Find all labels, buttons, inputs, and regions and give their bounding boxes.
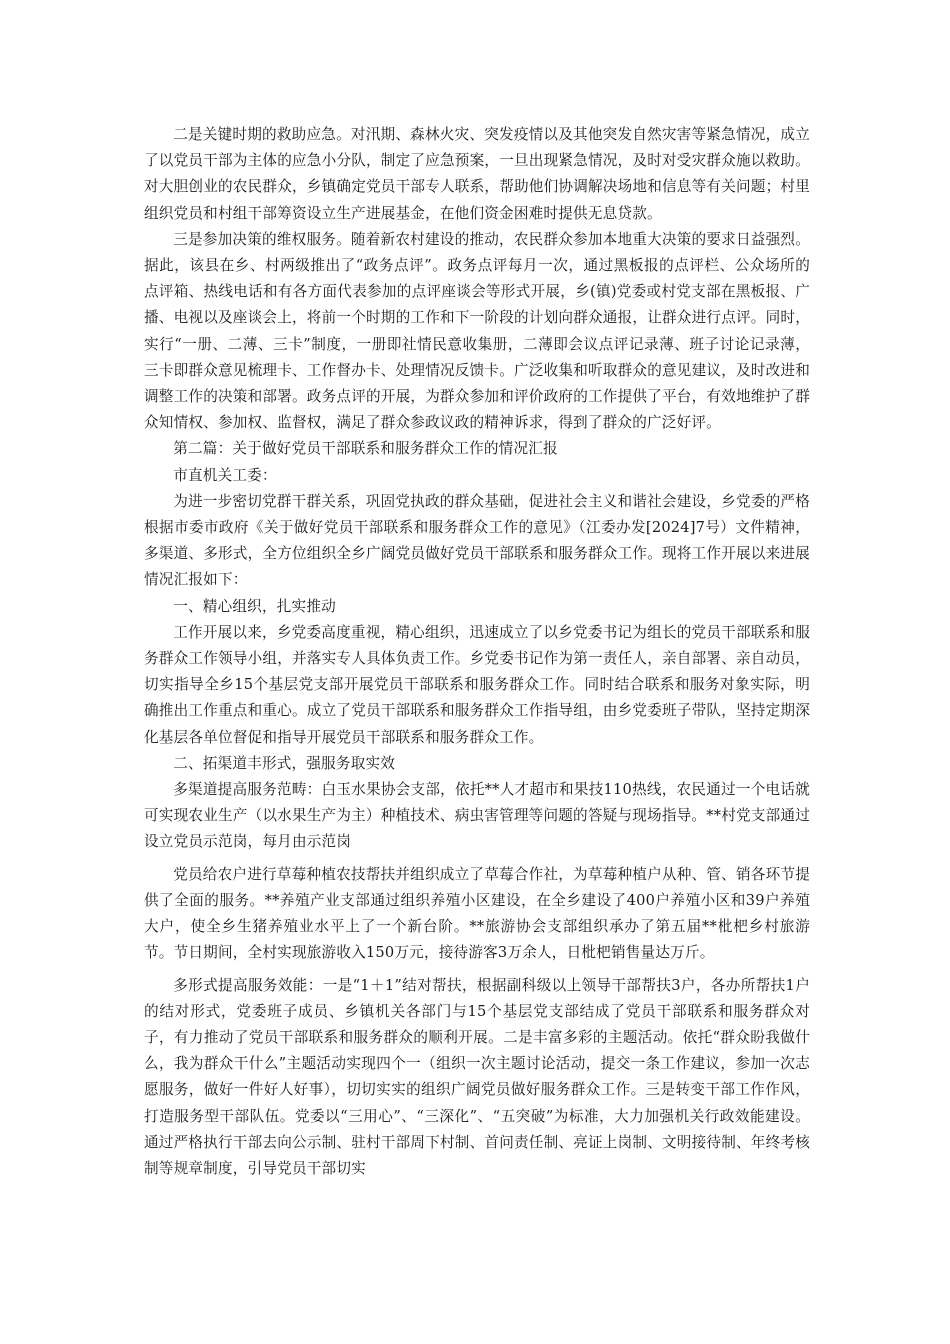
heading-organize: 一、精心组织，扎实推动 <box>173 597 336 615</box>
paragraph-introduction: 为进一步密切党群干群关系，巩固党执政的群众基础，促进社会主义和谐社会建设，乡党委的严格根据市委市政府《关于做好党员干部联系和服务群众工作的意见》（江委办发[2024]7号）文件精神，多渠道、多形式，全方位组织全乡广阔党员做好党员干部联系和服务群众工作。现将工作开展以来进展情况汇报如下： <box>144 492 810 589</box>
paragraph-service-scope: 多渠道提高服务范畴：白玉水果协会支部，依托**人才超市和果技110热线，农民通过一个电话就可实现农业生产（以水果生产为主）种植技术、病虫害管理等问题的答疑与现场指导。**村党支部通过设立党员示范岗，每月由示范岗 <box>144 781 810 851</box>
document-page <box>144 122 810 1182</box>
section-title-second-article: 第二篇：关于做好党员干部联系和服务群众工作的情况汇报 <box>173 440 558 458</box>
salutation: 市直机关工委： <box>173 466 277 484</box>
paragraph-service-efficiency: 多形式提高服务效能：一是“1＋1”结对帮扶，根据副科级以上领导干部帮扶3户，各办所帮扶1户的结对形式，党委班子成员、乡镇机关各部门与15个基层党支部结成了党员干部联系和服务群众对子，有力推动了党员干部联系和服务群众的顺利开展。二是丰富多彩的主题活动。依托“群众盼我做什么，我为群众干什么”主题活动实现四个一（组织一次主题讨论活动，提交一条工作建议，参加一次志愿服务，做好一件好人好事），切切实实的组织广阔党员做好服务群众工作。三是转变干部工作作风，打造服务型干部队伍。党委以“三用心”、“三深化”、“五突破”为标准，大力加强机关行政效能建设。通过严格执行干部去向公示制、驻村干部周下村制、首问责任制、亮证上岗制、文明接待制、年终考核制等规章制度，引导党员干部切实 <box>144 976 810 1177</box>
paragraph-strawberry: 党员给农户进行草莓种植农技帮扶并组织成立了草莓合作社，为草莓种植户从种、管、销各环节提供了全面的服务。**养殖产业支部通过组织养殖小区建设，在全乡建设了400户养殖小区和39户养殖大户，使全乡生猪养殖业水平上了一个新台阶。**旅游协会支部组织承办了第五届**枇杷乡村旅游节。节日期间，全村实现旅游收入150万元，接待游客3万余人，日枇杷销售量达万斤。 <box>144 865 810 962</box>
paragraph-organize: 工作开展以来，乡党委高度重视，精心组织，迅速成立了以乡党委书记为组长的党员干部联系和服务群众工作领导小组，并落实专人具体负责工作。乡党委书记作为第一责任人，亲自部署、亲自动员，切实指导全乡15个基层党支部开展党员干部联系和服务群众工作。同时结合联系和服务对象实际，明确推出工作重点和重心。成立了党员干部联系和服务群众工作指导组，由乡党委班子带队，坚持定期深化基层各单位督促和指导开展党员干部联系和服务群众工作。 <box>144 623 810 746</box>
paragraph-decision-rights: 三是参加决策的维权服务。随着新农村建设的推动，农民群众参加本地重大决策的要求日益强烈。据此，该县在乡、村两级推出了“政务点评”。政务点评每月一次，通过黑板报的点评栏、公众场所的点评箱、热线电话和有各方面代表参加的点评座谈会等形式开展，乡(镇)党委或村党支部在黑板报、广播、电视以及座谈会上，将前一个时期的工作和下一阶段的计划向群众通报，让群众进行点评。同时，实行“一册、二薄、三卡”制度，一册即社情民意收集册，二薄即会议点评记录薄、班子讨论记录薄，三卡即群众意见梳理卡、工作督办卡、处理情况反馈卡。广泛收集和听取群众的意见建议，及时改进和调整工作的决策和部署。政务点评的开展，为群众参加和评价政府的工作提供了平台，有效地维护了群众知情权、参加权、监督权，满足了群众参政议政的精神诉求，得到了群众的广泛好评。 <box>144 230 810 432</box>
heading-channels: 二、拓渠道丰形式，强服务取实效 <box>173 754 396 772</box>
paragraph-rescue-emergency: 二是关键时期的救助应急。对汛期、森林火灾、突发疫情以及其他突发自然灾害等紧急情况，成立了以党员干部为主体的应急小分队，制定了应急预案，一旦出现紧急情况，及时对受灾群众施以救助。对大胆创业的农民群众，乡镇确定党员干部专人联系，帮助他们协调解决场地和信息等有关问题；村里组织党员和村组干部筹资设立生产进展基金，在他们资金困难时提供无息贷款。 <box>144 126 810 222</box>
